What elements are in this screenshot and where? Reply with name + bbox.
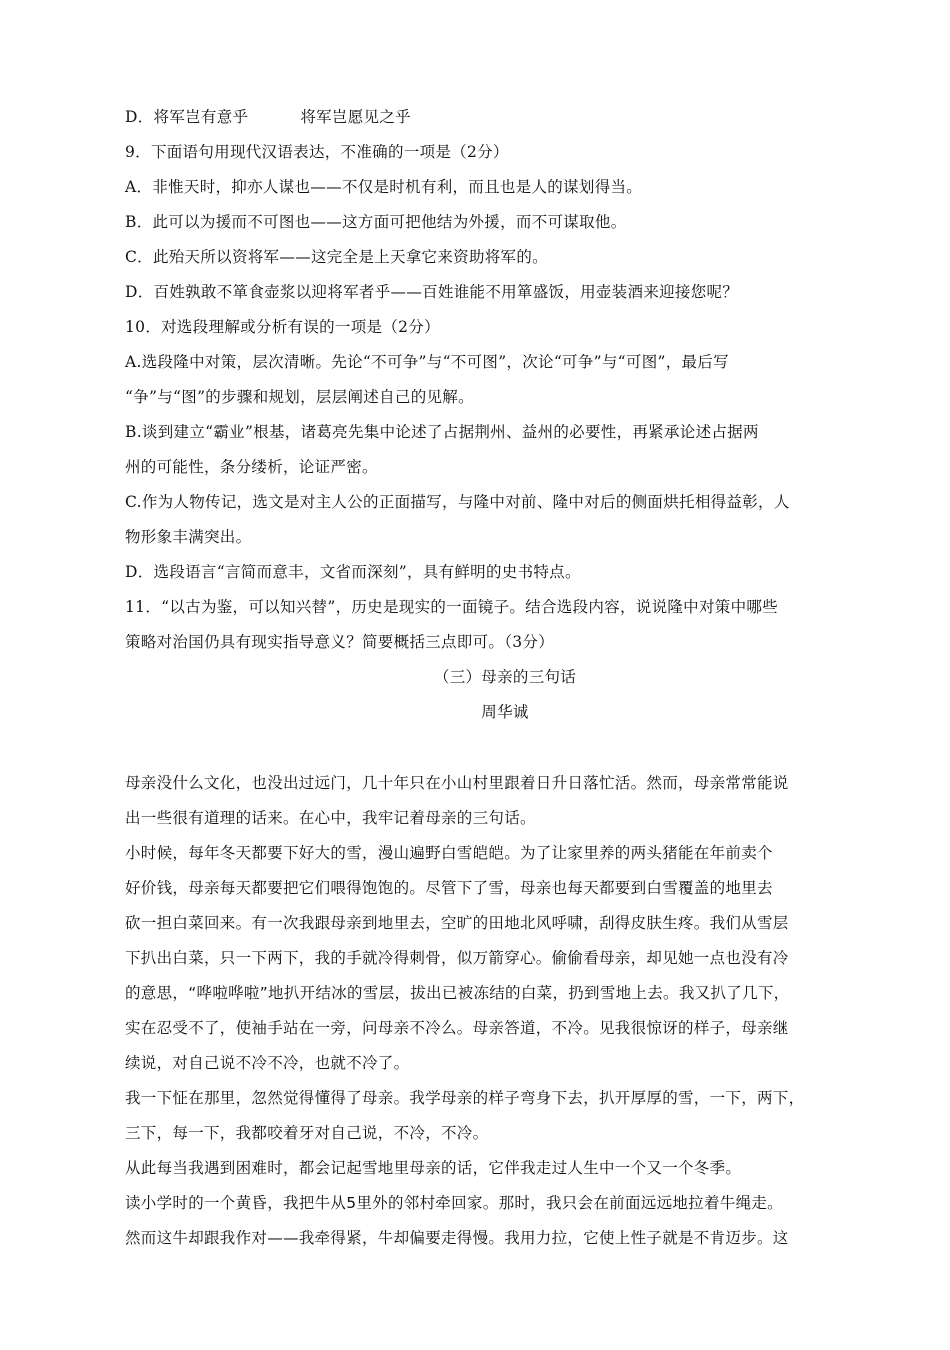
section-title: （三）母亲的三句话: [433, 668, 577, 686]
page-content: [125, 100, 885, 1256]
passage-p2-line: 实在忍受不了，使袖手站在一旁，问母亲不冷么。母亲答道，不冷。见我很惊讶的样子，母亲继: [125, 1019, 789, 1037]
q10-option-d: D．选段语言“言简而意丰，文省而深刻”，具有鲜明的史书特点。: [125, 563, 581, 581]
q10-option-b-line1: B.谈到建立“霸业”根基，诸葛亮先集中论述了占据荆州、益州的必要性，再紧承论述占据两: [125, 423, 759, 441]
q11-line2: 策略对治国仍具有现实指导意义？简要概括三点即可。（3分）: [125, 633, 555, 651]
q10-option-a-line1: A.选段隆中对策，层次清晰。先论“不可争”与“不可图”，次论“可争”与“可图”，最后写: [125, 353, 729, 371]
q9-stem: 9．下面语句用现代汉语表达，不准确的一项是（2分）: [125, 143, 509, 161]
passage-p2-line: 砍一担白菜回来。有一次我跟母亲到地里去，空旷的田地北风呼啸，刮得皮肤生疼。我们从雪层: [125, 914, 789, 932]
passage-p2-line: 的意思，“哗啦哗啦”地扒开结冰的雪层，拔出已被冻结的白菜，扔到雪地上去。我又扒了几下，: [125, 984, 790, 1002]
q9-option-a: A．非惟天时，抑亦人谋也——不仅是时机有利，而且也是人的谋划得当。: [125, 178, 643, 196]
passage-p2-line: 小时候，每年冬天都要下好大的雪，漫山遍野白雪皑皑。为了让家里养的两头猪能在年前卖个: [125, 844, 773, 862]
q10-option-a-line2: “争”与“图”的步骤和规划，层层阐述自己的见解。: [125, 388, 474, 406]
passage-p2-line: 续说，对自己说不冷不冷，也就不冷了。: [125, 1054, 410, 1072]
section-author: 周华诚: [481, 703, 529, 721]
passage-p2-line: 好价钱，母亲每天都要把它们喂得饱饱的。尽管下了雪，母亲也每天都要到白雪覆盖的地里去: [125, 879, 773, 897]
passage-p3-line: 我一下怔在那里，忽然觉得懂得了母亲。我学母亲的样子弯身下去，扒开厚厚的雪，一下，两下，: [125, 1089, 805, 1107]
q9-option-b: B．此可以为援而不可图也——这方面可把他结为外援，而不可谋取他。: [125, 213, 627, 231]
passage-p4-line: 从此每当我遇到困难时，都会记起雪地里母亲的话，它伴我走过人生中一个又一个冬季。: [125, 1159, 742, 1177]
q10-option-b-line2: 州的可能性，条分缕析，论证严密。: [125, 458, 378, 476]
q9-option-d: D．百姓孰敢不箪食壶浆以迎将军者乎——百姓谁能不用箪盛饭，用壶装酒来迎接您呢？: [125, 283, 739, 301]
q8-option-d-part1: D．将军岂有意乎: [125, 108, 249, 126]
q8-option-d-part2: 将军岂愿见之乎: [300, 108, 411, 126]
q10-option-c-line1: C.作为人物传记，选文是对主人公的正面描写，与隆中对前、隆中对后的侧面烘托相得益彰，人: [125, 493, 790, 511]
q10-option-c-line2: 物形象丰满突出。: [125, 528, 252, 546]
passage-p3-line: 三下，每一下，我都咬着牙对自己说，不冷，不冷。: [125, 1124, 489, 1142]
q11-line1: 11．“以古为鉴，可以知兴替”，历史是现实的一面镜子。结合选段内容，说说隆中对策中哪些: [125, 598, 778, 616]
passage-body: [125, 766, 885, 1256]
passage-p2-line: 下扒出白菜，只一下两下，我的手就冷得刺骨，似万箭穿心。偷偷看母亲，却见她一点也没有冷: [125, 949, 789, 967]
q9-option-c: C．此殆天所以资将军——这完全是上天拿它来资助将军的。: [125, 248, 548, 266]
q8-option-d: [125, 100, 885, 135]
passage-p1-line: 出一些很有道理的话来。在心中，我牢记着母亲的三句话。: [125, 809, 536, 827]
passage-p1-line: 母亲没什么文化，也没出过远门，几十年只在小山村里跟着日升日落忙活。然而，母亲常常能说: [125, 774, 789, 792]
passage-p5-line: 然而这牛却跟我作对——我牵得紧，牛却偏要走得慢。我用力拉，它使上性子就是不肯迈步。这: [125, 1229, 789, 1247]
passage-p5-line: 读小学时的一个黄昏，我把牛从5里外的邻村牵回家。那时，我只会在前面远远地拉着牛绳走。: [125, 1194, 783, 1212]
q10-stem: 10．对选段理解或分析有误的一项是（2分）: [125, 318, 440, 336]
